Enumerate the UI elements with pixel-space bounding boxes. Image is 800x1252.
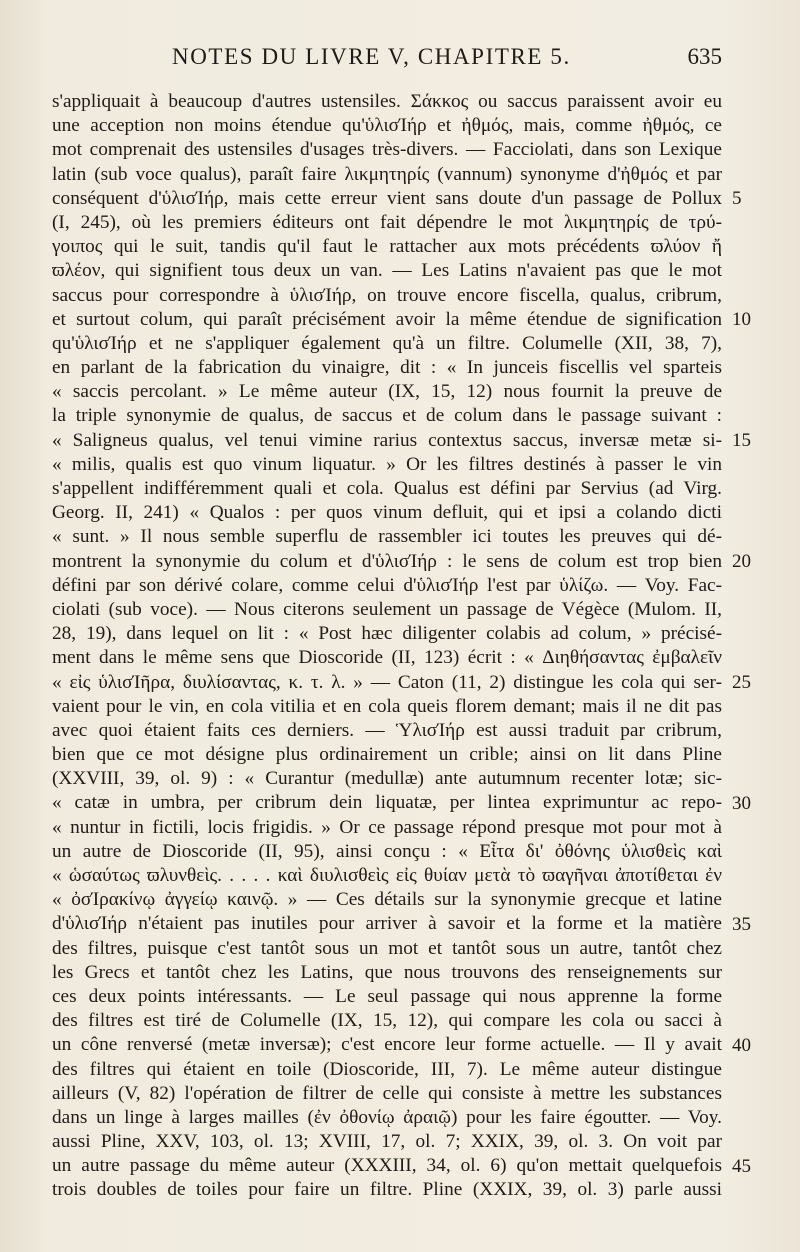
text-line: montrent la synonymie du colum et d'ὑλισΊήρ : le sens de colum est trop bien <box>52 550 722 572</box>
text-line: Georg. II, 241) « Qualos : per quos vinum defluit, qui et ipsi a colando dicti <box>52 502 722 524</box>
text-line: avec quoi étaient faits ces derniers. — ὙλισΊήρ est aussi traduit par cribrum, <box>52 719 722 741</box>
text-line: s'appliquait à beaucoup d'autres ustensiles. Σάκκος ou saccus paraissent avoir eu <box>52 91 722 112</box>
text-line: « εἰς ὑλισΊῆρα, διυλίσαντας, κ. τ. λ. » — Caton (11, 2) distingue les cola qui ser- <box>52 671 722 693</box>
text-line: qu'ὑλισΊήρ et ne s'appliquer également qu'à un filtre. Columelle (XII, 38, 7), <box>52 332 722 354</box>
text-line: trois doubles de toiles pour faire un filtre. Pline (XXIX, 39, ol. 3) parle aussi <box>52 1179 722 1201</box>
text-line: s'appellent indifféremment quali et cola. Qualus est défini par Servius (ad Virg. <box>52 478 722 499</box>
page-number: 635 <box>687 44 722 69</box>
text-line: bien que ce mot désigne plus ordinairement un crible; ainsi on lit dans Pline <box>52 744 722 766</box>
text-line: « milis, qualis est quo vinum liquatur. » Or les filtres destinés à passer le vin <box>52 453 722 475</box>
text-line: γοιπος qui le suit, tandis qu'il faut le rattacher aux mots précédents ϖλύον ἤ <box>52 236 722 258</box>
text-line: d'ὑλισΊήρ n'étaient pas inutiles pour arriver à savoir et la forme et la matière <box>52 913 722 935</box>
text-line: conséquent d'ὑλισΊήρ, mais cette erreur vient sans doute d'un passage de Pollux <box>52 187 722 209</box>
text-line: latin (sub voce qualus), paraît faire λικμητηρίς (vannum) synonyme d'ἠθμός et par <box>52 163 722 185</box>
text-line: ailleurs (V, 82) l'opération de filtrer de celle qui consiste à mettre les substances <box>52 1082 722 1104</box>
text-line: saccus pour correspondre à ὑλισΊήρ, on trouve encore fiscella, qualus, cribrum, <box>52 284 722 306</box>
text-line: la triple synonymie de qualus, de saccus et de colum dans le passage suivant : <box>52 405 722 427</box>
text-line: ciolati (sub voce). — Nous citerons seulement un passage de Végèce (Mulom. II, <box>52 598 722 620</box>
text-line: « catæ in umbra, per cribrum dein liquatæ, per lintea exprimuntur ac repo- <box>52 792 722 814</box>
text-line: des filtres, puisque c'est tantôt sous un mot et tantôt sous un autre, tantôt chez <box>52 937 722 959</box>
page-header <box>52 44 722 78</box>
text-line: un autre passage du même auteur (XXXIII, 34, ol. 6) qu'on mettait quelquefois <box>52 1155 722 1177</box>
text-line: « saccis percolant. » Le même auteur (IX, 15, 12) nous fournit la preuve de <box>52 381 722 403</box>
text-line: défini par son dérivé colare, comme celui d'ὑλισΊήρ l'est par ὑλίζω. — Voy. Fac- <box>52 574 722 596</box>
text-line: un cône renversé (metæ inversæ); c'est encore leur forme actuelle. — Il y avait <box>52 1034 722 1056</box>
text-line: « ὡσαύτως ϖλυνθεὶς. . . . . καὶ διυλισθεὶς εἰς θυίαν μετὰ τὸ ϖαγῆναι ἀποτίθεται ἐν <box>52 865 722 886</box>
text-line: une acception non moins étendue qu'ὑλισΊήρ et ἠθμός, mais, comme ἠθμός, ce <box>52 115 722 137</box>
text-line: 28, 19), dans lequel on lit : « Post hæc diligenter colabis ad colum, » précisé- <box>52 623 722 645</box>
margin-line-number: 5 <box>732 187 742 209</box>
text-line: « sunt. » Il nous semble superflu de rassembler ici toutes les preuves qui dé- <box>52 526 722 548</box>
text-line: ces deux points intéressants. — Le seul passage qui nous apprenne la forme <box>52 985 722 1007</box>
margin-line-number: 45 <box>732 1155 751 1177</box>
text-line: des filtres est tiré de Columelle (IX, 15, 12), qui compare les cola ou sacci à <box>52 1010 722 1032</box>
running-title: NOTES DU LIVRE V, CHAPITRE 5. <box>172 44 571 69</box>
text-line: (XXVIII, 39, ol. 9) : « Curantur (medullæ) ante autumnum recenter lotæ; sic- <box>52 768 722 790</box>
margin-line-number: 35 <box>732 913 751 935</box>
text-line: mot comprenait des ustensiles d'usages très-divers. — Facciolati, dans son Lexique <box>52 139 722 161</box>
text-line: « Saligneus qualus, vel tenui vimine rarius contextus saccus, inversæ metæ si- <box>52 429 722 451</box>
text-line: « ὀσΊρακίνῳ ἀγγείῳ καινῷ. » — Ces détails sur la synonymie grecque et latine <box>52 889 722 911</box>
margin-line-number: 40 <box>732 1034 751 1056</box>
text-line: dans un linge à larges mailles (ἐν ὀθονίῳ ἀραιῷ) pour les faire égoutter. — Voy. <box>52 1106 722 1128</box>
margin-line-number: 15 <box>732 429 751 451</box>
margin-line-number: 20 <box>732 550 751 572</box>
text-line: et surtout colum, qui paraît précisément avoir la même étendue de signification <box>52 308 722 330</box>
margin-line-number: 10 <box>732 308 751 330</box>
text-line: ment dans le même sens que Dioscoride (II, 123) écrit : « Διηθήσαντας ἐμβαλεῖν <box>52 647 722 669</box>
text-line: « nuntur in fictili, locis frigidis. » Or ce passage répond presque mot pour mot à <box>52 816 722 838</box>
margin-line-number: 30 <box>732 792 751 814</box>
text-line: vaient pour le vin, en cola vitilia et en cola queis florem demant; mais il ne dit pas <box>52 695 722 717</box>
text-line: aussi Pline, XXV, 103, ol. 13; XVIII, 17, ol. 7; XXIX, 39, ol. 3. On voit par <box>52 1131 722 1153</box>
notes-text <box>52 90 722 1203</box>
margin-line-number: 25 <box>732 671 751 693</box>
text-line: (I, 245), où les premiers éditeurs ont fait dépendre le mot λικμητηρίς de τρύ- <box>52 211 722 233</box>
text-line: les Grecs et tantôt chez les Latins, que nous trouvons des renseignements sur <box>52 961 722 983</box>
text-line: ϖλέον, qui signifient tous deux un van. — Les Latins n'avaient pas que le mot <box>52 260 722 282</box>
text-line: en parlant de la fabrication du vinaigre, dit : « In junceis fiscellis vel sparteis <box>52 357 722 379</box>
text-line: des filtres qui étaient en toile (Dioscoride, III, 7). Le même auteur distingue <box>52 1058 722 1080</box>
text-line: un autre de Dioscoride (II, 95), ainsi conçu : « Εἶτα δι' ὀθόνης ὑλισθεὶς καὶ <box>52 840 722 862</box>
